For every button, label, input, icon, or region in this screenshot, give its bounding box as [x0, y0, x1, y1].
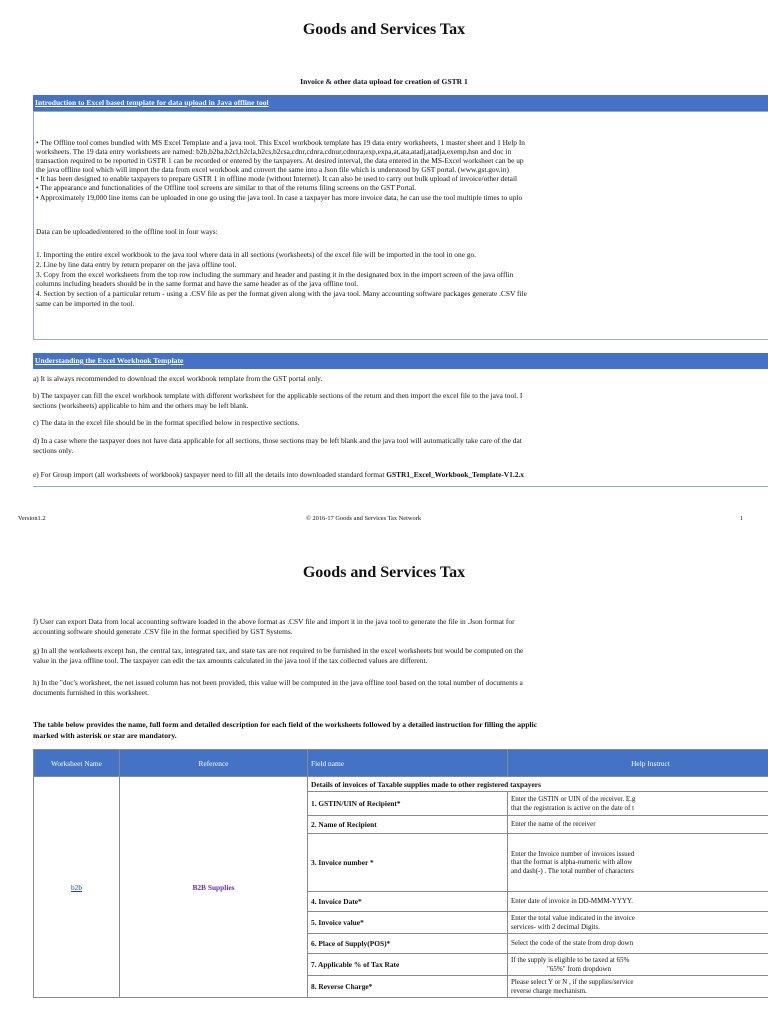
footer-page-number: 1 — [740, 515, 744, 522]
field-name-cell: 5. Invoice value* — [308, 912, 508, 934]
header-reference: Reference — [120, 750, 308, 777]
understanding-banner: Understanding the Excel Workbook Template — [33, 353, 768, 369]
intro-box — [33, 111, 768, 340]
ways-line: columns including headers should be in the same format and have the same header as of the java offline tool. — [36, 279, 359, 288]
header-help-instruction: Help Instruct — [508, 750, 768, 777]
table-row — [34, 777, 768, 792]
ways-line: 2. Line by line data entry by return preparer on the java offline tool. — [36, 260, 237, 269]
help-cell — [508, 912, 768, 934]
help-line: and dash(-) . The total number of characters — [511, 866, 634, 875]
point-d-line2: sections only. — [33, 446, 74, 455]
point-b-line1: b) The taxpayer can fill the excel workbook template with different worksheet for the applicable sections of the return and then import the excel file to the java tool. I — [33, 391, 523, 400]
intro-line: • The Offline tool comes bundled with MS Excel Template and a java tool. This Excel workbook template has 19 data entry worksheets, 1 master sheet and 1 Help In — [36, 138, 525, 147]
field-name-cell: 6. Place of Supply(POS)* — [308, 934, 508, 954]
point-h-line2: documents furnished in this worksheet. — [33, 688, 149, 697]
intro-line: worksheets. The 19 data entry worksheets are named: b2b,b2ba,b2cl,b2cla,b2cs,b2csa,cdnr,cdnra,cdnur,cdnura,exp,expa,at,ata,atadj,atadja,exemp,hsn and doc in — [36, 147, 512, 156]
intro-line: • It has been designed to enable taxpayers to prepare GSTR 1 in offline mode (without Internet). It can also be used to carry out bulk upload of invoice/other detail — [36, 174, 518, 183]
header-field-name: Field name — [308, 750, 508, 777]
group-heading: Details of invoices of Taxable supplies made to other registered taxpayers — [308, 777, 768, 792]
help-line: that the registration is active on the date of t — [511, 803, 635, 812]
field-name-cell: 8. Reverse Charge* — [308, 976, 508, 998]
point-e — [33, 470, 524, 479]
intro-line: • Approximately 19,000 line items can be uploaded in one go using the java tool. In case a taxpayer has more invoice data, he can use the tool multiple times to uplo — [36, 193, 523, 202]
template-filename: GSTR1_Excel_Workbook_Template-V1.2.x — [386, 470, 524, 479]
intro-line: • The appearance and functionalities of the Offline tool screens are similar to that of the returns filing screens on the GST Portal. — [36, 183, 417, 192]
field-name-cell: 4. Invoice Date* — [308, 892, 508, 912]
point-h-line1: h) In the "doc's worksheet, the net issued column has not been provided, this value will be computed in the java offline tool based on the total number of documents a — [33, 678, 523, 687]
point-b-line2: sections (worksheets) applicable to him and the others may be left blank. — [33, 401, 249, 410]
help-line: Enter the GSTIN or UIN of the receiver. E.g — [511, 795, 636, 803]
ways-intro: Data can be uploaded/entered to the offline tool in four ways: — [36, 227, 218, 236]
field-name-cell: 1. GSTIN/UIN of Recipient* — [308, 792, 508, 816]
intro-line: transaction required to be reported in GSTR 1 can be recorded or entered by the taxpayers. At desired interval, the data entered in the MS-Excel worksheet can be up — [36, 156, 524, 165]
help-cell — [508, 954, 768, 976]
page1-title: Goods and Services Tax — [302, 21, 466, 38]
point-e-text: e) For Group import (all worksheets of workbook) taxpayer need to fill all the details into downloaded standard format — [33, 470, 387, 479]
help-cell — [508, 976, 768, 998]
help-cell — [508, 816, 768, 834]
table-header-row — [34, 750, 768, 777]
field-name-cell: 3. Invoice number * — [308, 834, 508, 892]
point-f-line1: f) User can export Data from local accounting software loaded in the above format as .CSV file and import it in the java tool to generate the file in .Json format for — [33, 617, 515, 626]
help-line: Enter the name of the receiver — [511, 820, 596, 829]
ways-line: 1. Importing the entire excel workbook to the java tool where data in all sections (worksheets) of the excel file will be imported in the tool in one go. — [36, 250, 477, 259]
table-intro-line2: marked with asterisk or star are mandatory. — [33, 731, 177, 740]
help-line: Enter the total value indicated in the invoice — [511, 914, 635, 922]
help-line: reverse charge mechanism. — [511, 986, 587, 995]
point-c: c) The data in the excel file should be in the format specified below in respective sections. — [33, 418, 300, 427]
table-intro-line1: The table below provides the name, full form and detailed description for each field of the worksheets followed by a detailed instruction for filling the applic — [33, 720, 538, 729]
point-a: a) It is always recommended to download the excel workbook template from the GST portal only. — [33, 374, 323, 383]
help-line: that the format is alpha-numeric with allow — [511, 858, 633, 867]
help-line: Enter date of invoice in DD-MMM-YYYY. — [511, 897, 633, 906]
field-name-cell: 2. Name of Recipient — [308, 816, 508, 834]
help-line: "65%" from dropdown — [547, 964, 612, 973]
help-cell — [508, 834, 768, 892]
point-d-line1: d) In a case where the taxpayer does not have data applicable for all sections, those sections may be left blank and the java tool will automatically take care of the dat — [33, 436, 522, 445]
ways-line: same can be imported in the tool. — [36, 299, 135, 308]
fields-table — [33, 749, 768, 998]
field-name-cell: 7. Applicable % of Tax Rate — [308, 954, 508, 976]
ways-line: 3. Copy from the excel worksheets from the top row including the summary and header and pasting it in the designated box in the import screen of the java offlin — [36, 270, 514, 279]
point-f-line2: accounting software should generate .CSV file in the format specified by GST Systems. — [33, 627, 293, 636]
intro-banner: Introduction to Excel based template for data upload in Java offline tool — [33, 95, 768, 111]
section-divider — [33, 486, 768, 487]
help-cell — [508, 892, 768, 912]
reference-cell: B2B Supplies — [120, 777, 308, 998]
header-worksheet-name: Worksheet Name — [34, 750, 120, 777]
help-line: Enter the Invoice number of invoices issued — [511, 849, 635, 858]
point-g-line2: value in the java offline tool. The taxpayer can edit the tax amounts calculated in the java tool if the tax collected values are different. — [33, 656, 428, 665]
footer-copyright: © 2016-17 Goods and Services Tax Network — [306, 515, 422, 522]
help-line: Please select Y or N , if the supplies/service — [511, 978, 634, 986]
page1-subtitle: Invoice & other data upload for creation of GSTR 1 — [300, 77, 468, 86]
help-line: services- with 2 decimal Digits. — [511, 922, 600, 931]
page2-title: Goods and Services Tax — [302, 564, 466, 581]
intro-line: the java offline tool which will import the data from excel workbook and convert the same into a Json file which is understood by GST portal. (www.gst.gov.in) — [36, 165, 509, 174]
help-line: Select the code of the state from drop down — [511, 939, 634, 948]
footer-version: Version1.2 — [18, 515, 46, 522]
help-line: If the supply is eligible to be taxed at 65% — [511, 956, 630, 964]
worksheet-link-b2b[interactable]: b2b — [34, 777, 120, 998]
help-cell — [508, 792, 768, 816]
ways-line: 4. Section by section of a particular return - using a .CSV file as per the format given along with the java tool. Many accounting software packages generate .CSV file — [36, 289, 527, 298]
help-cell — [508, 934, 768, 954]
point-g-line1: g) In all the worksheets except hsn, the central tax, integrated tax, and state tax are not required to be furnished in the excel worksheets but would be computed on the — [33, 646, 524, 655]
